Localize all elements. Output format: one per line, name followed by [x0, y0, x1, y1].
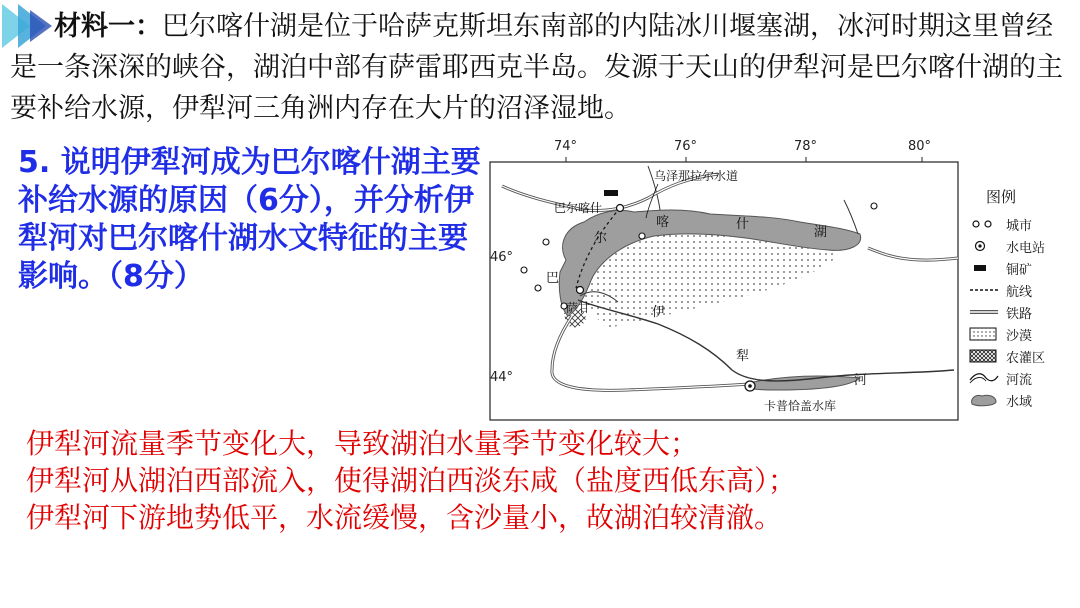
river-char-2: 犁: [736, 349, 750, 364]
legend-title: 图例: [986, 188, 1017, 206]
lake-char-4: 什: [736, 217, 750, 232]
lon-label-76: 76°: [674, 139, 698, 154]
lat-label-44: 44°: [490, 370, 514, 385]
legend-item-river: 河流: [968, 367, 1078, 389]
legend-item-hydropower: 水电站: [968, 235, 1078, 257]
legend-item-water: 水域: [968, 389, 1078, 411]
material-paragraph: [10, 6, 1070, 129]
answer-line-1: 伊犁河流量季节变化大，导致湖泊水量季节变化较大；: [26, 427, 699, 460]
lon-label-74: 74°: [554, 139, 578, 154]
map-legend: [968, 186, 1078, 411]
canal-label: 乌泽那拉尔水道: [654, 169, 739, 183]
lake-char-2: 尔: [594, 231, 608, 246]
lake-char-5: 湖: [814, 225, 828, 240]
irrigation-area-icon: [968, 348, 1002, 364]
balkhash-map: [488, 138, 960, 424]
material-text: 巴尔喀什湖是位于哈萨克斯坦东南部的内陆冰川堰塞湖，冰河时期这里曾经是一条深深的峡谷，湖泊中部有萨雷耶西克半岛。发源于天山的伊犁河是巴尔喀什湖的主要补给水源，伊犁河三角洲内存在大片的沼泽湿地。: [10, 11, 1063, 124]
copper-mine-icon: [968, 260, 1002, 276]
legend-item-city: 城市: [968, 213, 1078, 235]
river-char-3: 河: [854, 373, 868, 388]
copper-mine-marker: [604, 190, 618, 196]
answer-block: [26, 425, 1066, 536]
legend-item-irrigation: 农灌区: [968, 345, 1078, 367]
material-heading: 材料一：: [54, 11, 162, 42]
question-text: 5. 说明伊犁河成为巴尔喀什湖主要补给水源的原因（6分），并分析伊犁河对巴尔喀什湖水文特征的主要影响。（8分）: [18, 145, 481, 294]
lake-char-3: 喀: [656, 215, 670, 230]
legend-item-route: 航线: [968, 279, 1078, 301]
lake-char-1: 巴: [546, 271, 560, 286]
river-icon: [968, 370, 1002, 386]
railway-icon: [968, 304, 1002, 320]
shipping-route-icon: [968, 282, 1002, 298]
answer-line-2: 伊犁河从湖泊西部流入，使得湖泊西淡东咸（盐度西低东高）；: [26, 464, 797, 497]
city-icon: [968, 216, 1002, 232]
legend-item-desert: 沙漠: [968, 323, 1078, 345]
hydropower-icon: [968, 238, 1002, 254]
legend-item-copper: 铜矿: [968, 257, 1078, 279]
desert-icon: [968, 326, 1002, 342]
lon-label-80: 80°: [908, 139, 932, 154]
lon-label-78: 78°: [794, 139, 818, 154]
answer-line-3: 伊犁河下游地势低平，水流缓慢，含沙量小，故湖泊较清澈。: [26, 501, 783, 534]
river-char-1: 伊: [652, 305, 666, 320]
water-area-icon: [968, 392, 1002, 408]
legend-item-railway: 铁路: [968, 301, 1078, 323]
reservoir-label: 卡普恰盖水库: [764, 399, 837, 413]
city-balkhash-label: 巴尔喀什: [554, 201, 603, 215]
city-label-2: 萨甘: [566, 301, 591, 315]
city-balkhash-marker: [617, 205, 624, 212]
lat-label-46: 46°: [490, 250, 514, 265]
